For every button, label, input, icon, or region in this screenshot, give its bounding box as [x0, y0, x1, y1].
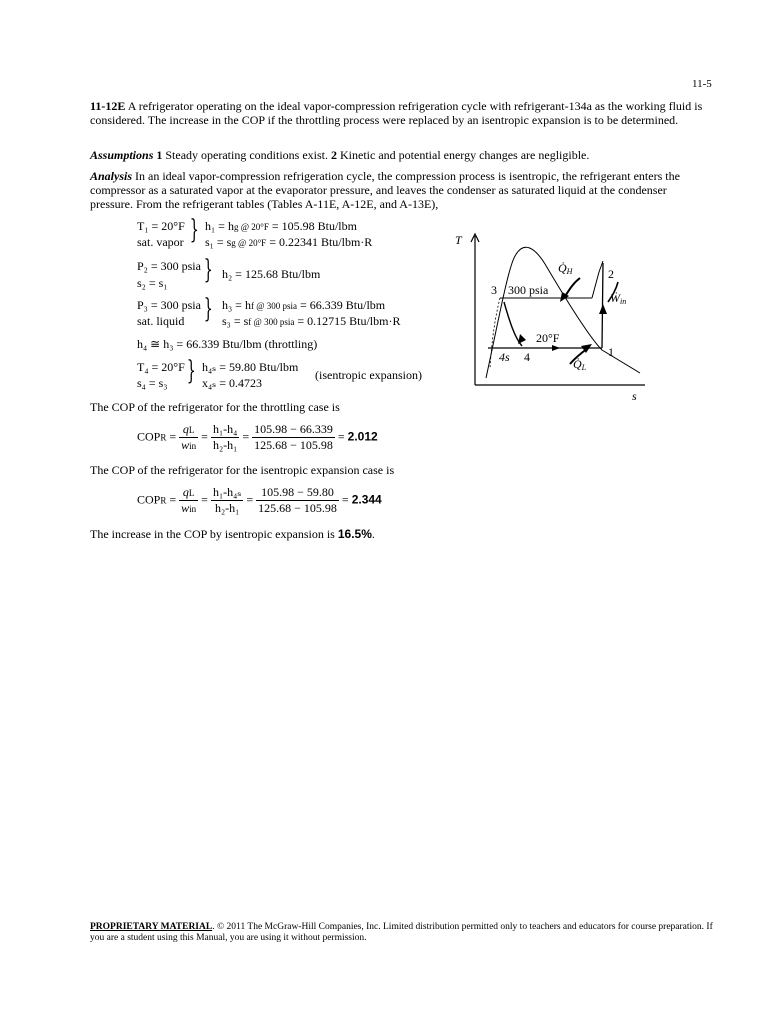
brace-2: } — [203, 255, 213, 285]
axis-label-t: T — [455, 233, 462, 247]
analysis-text: In an ideal vapor-compression refrigeration cycle, the compression process is isentropic, the refrigerant enters the compressor as a saturated vapor at the evaporator pressure, and leaves the condenser as saturated liquid at the condenser pressure. From the refrigerant tables (Tables A-11E, A-12E, and A-13E), — [90, 169, 680, 211]
state2-entropy: s₂ = s₁ — [137, 276, 168, 290]
state4s-enthalpy: h₄ₛ = 59.80 Btu/lbm — [202, 360, 299, 374]
label-300-psia: 300 psia — [508, 283, 549, 297]
isentropic-note: (isentropic expansion) — [315, 368, 422, 382]
label-ql: Q̇L — [573, 357, 587, 372]
brace-3: } — [203, 294, 213, 324]
axis-label-s: s — [632, 389, 637, 403]
state2-pressure: P₂ = 300 psia — [137, 259, 201, 273]
conclusion: The increase in the COP by isentropic expansion is 16.5%. — [90, 527, 375, 541]
footer-label: PROPRIETARY MATERIAL — [90, 922, 213, 932]
ts-diagram — [440, 228, 670, 408]
state2-enthalpy: h₂ = 125.68 Btu/lbm — [222, 267, 321, 281]
problem-statement — [90, 99, 710, 127]
assumption-number-1: 1 — [156, 148, 163, 162]
problem-id: 11-12E — [90, 99, 126, 113]
label-20f: 20°F — [536, 331, 560, 345]
point-2: 2 — [608, 267, 614, 281]
state3-enthalpy: h₃ = hf @ 300 psia = 66.339 Btu/lbm — [222, 298, 386, 312]
assumption-text-2: Kinetic and potential energy changes are negligible. — [340, 148, 590, 162]
state4-throttling: h₄ ≅ h₃ = 66.339 Btu/lbm (throttling) — [137, 337, 318, 351]
cop-isen-intro: The COP of the refrigerator for the isentropic expansion case is — [90, 463, 395, 477]
problem-text: A refrigerator operating on the ideal vapor-compression refrigeration cycle with refrigerant-134a as the working fluid is considered. The increase in the COP if the throttling process were replaced by an isentropic expansion is to be determined. — [90, 99, 703, 127]
state3-entropy: s₃ = sf @ 300 psia = 0.12715 Btu/lbm·R — [222, 314, 401, 328]
assumptions-label: Assumptions — [90, 148, 154, 162]
cop-throttle-intro: The COP of the refrigerator for the throttling case is — [90, 400, 340, 414]
state3-pressure: P₃ = 300 psia — [137, 298, 201, 312]
analysis — [90, 169, 710, 211]
throttle-arrow — [518, 334, 526, 344]
state1-entropy: s₁ = sg @ 20°F = 0.22341 Btu/lbm·R — [205, 235, 373, 249]
footer — [90, 922, 720, 944]
state4s-quality: x₄ₛ = 0.4723 — [202, 376, 262, 390]
point-3: 3 — [491, 283, 497, 297]
footer-text: . © 2011 The McGraw-Hill Companies, Inc. Limited distribution permitted only to teachers and educators for course preparation. If you are a student using this Manual, you are using it without permission. — [90, 922, 713, 943]
analysis-label: Analysis — [90, 169, 133, 183]
point-1: 1 — [608, 345, 614, 359]
page-number: 11-5 — [692, 78, 712, 90]
state4-entropy: s₄ = s₃ — [137, 376, 168, 390]
compression-arrow — [599, 304, 607, 314]
assumption-number-2: 2 — [331, 148, 338, 162]
state1-phase: sat. vapor — [137, 235, 184, 249]
brace-4: } — [186, 356, 196, 386]
superheat-line — [592, 261, 603, 298]
point-4s: 4s — [499, 350, 510, 364]
label-win: Ẇin — [610, 291, 627, 306]
evap-arrow — [552, 345, 560, 351]
assumption-text-1: Steady operating conditions exist. — [165, 148, 329, 162]
cop-throttle-equation: COPR = qL win = $\frac{\text{h₁-h₄}}{\text{h₂-h₁}}$ = $\frac{105.98 - 66.339}{125.68 - 105.98}$ = 2.012 — [137, 422, 378, 452]
state1-temp: T₁ = 20°F — [137, 219, 185, 233]
point-4: 4 — [524, 350, 530, 364]
brace-1: } — [189, 215, 199, 245]
state4-temp: T₄ = 20°F — [137, 360, 185, 374]
assumptions — [90, 148, 710, 162]
cop-throttle-result: 2.012 — [347, 429, 378, 444]
cop-isen-equation: COPR = qL win = $\frac{\text{h₁-h₄ₛ}}{\text{h₂-h₁}}$ = $\frac{105.98 - 59.80}{125.68 - 105.98}$ = 2.344 — [137, 485, 382, 515]
cop-increase-value: 16.5% — [337, 527, 372, 541]
state3-phase: sat. liquid — [137, 314, 185, 328]
cop-isen-result: 2.344 — [351, 492, 382, 507]
label-qh: Q̇H — [558, 261, 573, 276]
state1-enthalpy: h₁ = hg @ 20°F = 105.98 Btu/lbm — [205, 219, 357, 233]
